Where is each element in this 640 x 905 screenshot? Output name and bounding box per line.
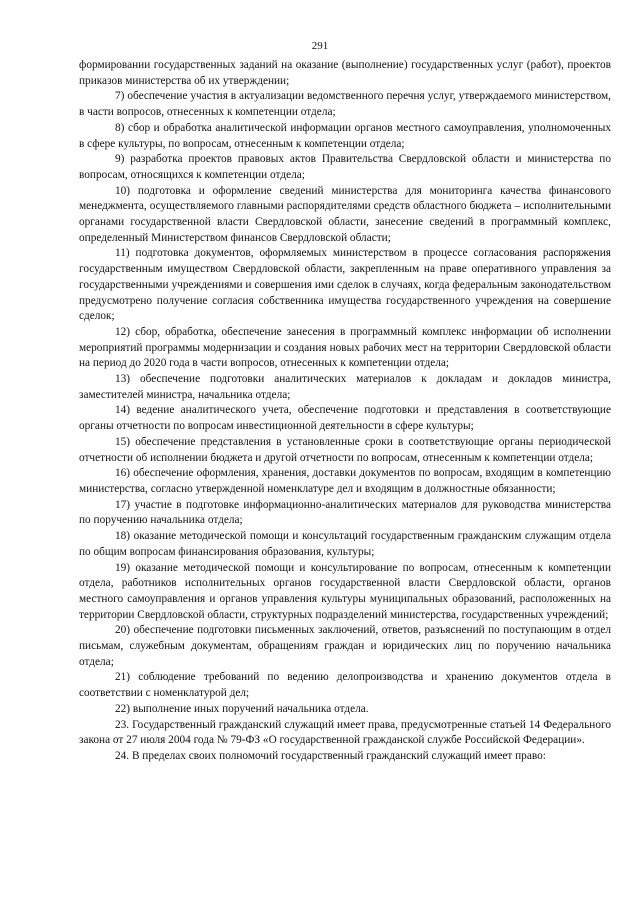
list-item-16: 16) обеспечение оформления, хранения, доставки документов по вопросам, входящим в компетенцию министерства, согласно утвержденной номенклатуре дел и входящим в должностные обязанности;: [79, 467, 611, 495]
document-body: [79, 58, 611, 765]
list-item-20: 20) обеспечение подготовки письменных заключений, ответов, разъяснений по поступающим в отдел письмам, служебным документам, обращениям граждан и юридических лиц по поручению начальника отдела;: [79, 624, 611, 668]
list-item-13: 13) обеспечение подготовки аналитических материалов к докладам и докладов министра, заместителей министра, начальника отдела;: [79, 373, 611, 401]
clause-23: 23. Государственный гражданский служащий имеет права, предусмотренные статьей 14 Федерального закона от 27 июля 2004 года № 79-ФЗ «О государственной гражданской службе Российской Федерации».: [79, 718, 611, 747]
list-item-7: 7) обеспечение участия в актуализации ведомственного перечня услуг, утверждаемого министерством, в части вопросов, отнесенных к компетенции отдела;: [79, 90, 611, 119]
list-item-8: 8) сбор и обработка аналитической информации органов местного самоуправления, уполномоченных в сфере культуры, по вопросам, отнесенным к компетенции отдела;: [79, 121, 611, 150]
list-item-17: 17) участие в подготовке информационно-аналитических материалов для руководства министерства по поручению начальника отдела;: [79, 498, 611, 527]
list-item-10: 10) подготовка и оформление сведений министерства для мониторинга качества финансового менеджмента, осуществляемого главными распорядителями средств областного бюджета – исполнительными органами государственной власти Свердловской области, занесение сведений в программный комплекс, определенный Министерством финансов Свердловской области;: [79, 184, 611, 244]
list-item-15: 15) обеспечение представления в установленные сроки в соответствующие органы периодической отчетности об исполнении бюджета и другой отчетности по вопросам, отнесенным к компетенции отдела;: [79, 435, 611, 464]
list-item-22: 22) выполнение иных поручений начальника отдела.: [115, 702, 369, 715]
list-item-12: 12) сбор, обработка, обеспечение занесения в программный комплекс информации об исполнении мероприятий программы модернизации и создания новых рабочих мест на территории Свердловской области на период до 2020 года в части вопросов, отнесенных к компетенции отдела;: [79, 325, 611, 370]
list-item-11: 11) подготовка документов, оформляемых министерством в процессе согласования распоряжения государственным имуществом Свердловской области, закрепленным на праве оперативного управления за государственными учреждениями и совершения ими сделок в случаях, когда федеральным законодательством предусмотрено получение согласия собственника имущества государственного учреждения на совершение сделок;: [79, 247, 611, 323]
list-item-21: 21) соблюдение требований по ведению делопроизводства и хранению документов отдела в соответствии с номенклатурой дел;: [79, 671, 611, 700]
clause-24: 24. В пределах своих полномочий государственный гражданский служащий имеет право:: [115, 749, 546, 762]
list-item-14: 14) ведение аналитического учета, обеспечение подготовки и представления в соответствующие органы отчетности по вопросам инвестиционной деятельности в сфере культуры;: [79, 404, 611, 433]
page-number: 291: [311, 40, 329, 52]
list-item-19: 19) оказание методической помощи и консультирование по вопросам, отнесенным к компетенции отдела, работников исполнительных органов государственной власти Свердловской области, органов местного самоуправления и органов управления культуры муниципальных образований, расположенных на территории Свердловской области, структурных подразделений министерства, государственных учреждений;: [79, 561, 611, 621]
paragraph-continuation: формировании государственных заданий на оказание (выполнение) государственных услуг (работ), проектов приказов министерства об их утверждении;: [79, 59, 611, 87]
list-item-18: 18) оказание методической помощи и консультаций государственным гражданским служащим отдела по общим вопросам финансирования образования, культуры;: [79, 530, 611, 558]
list-item-9: 9) разработка проектов правовых актов Правительства Свердловской области и министерства по вопросам, относящихся к компетенции отдела;: [79, 153, 611, 181]
